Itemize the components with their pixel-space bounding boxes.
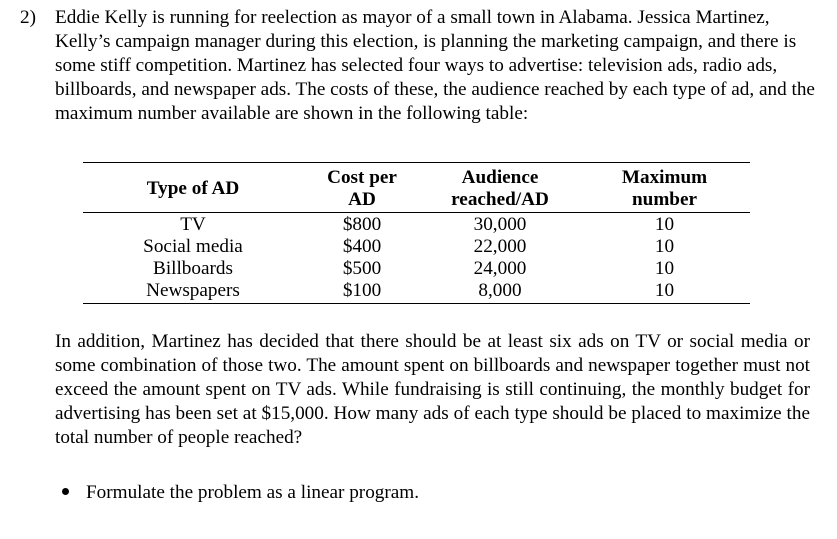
cell-type: Newspapers bbox=[83, 280, 303, 304]
header-audience: Audience reached/AD bbox=[421, 163, 579, 213]
cell-max: 10 bbox=[654, 258, 675, 279]
cell-audience: 8,000 bbox=[421, 280, 579, 304]
cell-max: 10 bbox=[579, 280, 750, 304]
bullet-item bbox=[62, 481, 419, 505]
question-intro: Eddie Kelly is running for reelection as mayor of a small town in Alabama. Jessica Martinez, Kelly’s campaign manager during this election, is planning the marketing campaign, and there is some stiff competition. Martinez has selected four ways to advertise: television ads, radio ads, billboards, and newspaper ads. The costs of these, the audience reached by each type of ad, and the maximum number available are shown in the following table: bbox=[55, 7, 815, 124]
table-row bbox=[83, 280, 750, 304]
table-header-row bbox=[83, 163, 750, 213]
constraints-paragraph: In addition, Martinez has decided that there should be at least six ads on TV or social media or some combination of those two. The amount spent on billboards and newspaper together must not exceed the amount spent on TV ads. While fundraising is still continuing, the monthly budget for advertising has been set at $15,000. How many ads of each type should be placed to maximize the total number of people reached? bbox=[55, 331, 810, 448]
table-row bbox=[83, 236, 750, 258]
header-type: Type of AD bbox=[83, 163, 303, 213]
header-maximum: Maximum number bbox=[579, 163, 750, 213]
cell-cost: $400 bbox=[342, 236, 382, 257]
cell-type: TV bbox=[180, 214, 206, 235]
cell-type: Billboards bbox=[153, 258, 233, 279]
cell-max: 10 bbox=[654, 236, 675, 257]
advertising-table bbox=[83, 162, 750, 304]
bullet-icon bbox=[62, 488, 69, 495]
question-block bbox=[20, 6, 820, 126]
header-cost: Cost per AD bbox=[303, 163, 421, 213]
cell-audience: 30,000 bbox=[473, 214, 527, 235]
bullet-text: Formulate the problem as a linear program. bbox=[86, 482, 420, 503]
cell-audience: 24,000 bbox=[473, 258, 527, 279]
table-row bbox=[83, 213, 750, 237]
cell-cost: $800 bbox=[342, 214, 382, 235]
question-number: 2) bbox=[20, 7, 36, 28]
cell-cost: $100 bbox=[303, 280, 421, 304]
table-row bbox=[83, 258, 750, 280]
cell-max: 10 bbox=[654, 214, 675, 235]
cell-audience: 22,000 bbox=[473, 236, 527, 257]
cell-cost: $500 bbox=[342, 258, 382, 279]
cell-type: Social media bbox=[143, 236, 243, 257]
